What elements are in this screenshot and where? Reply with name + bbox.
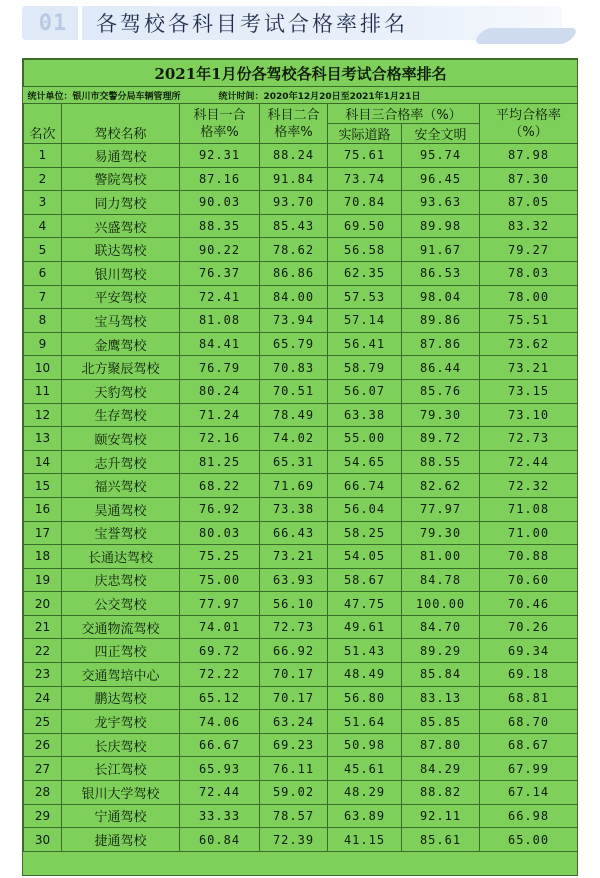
col-subject1-header: 科目一合格率%	[180, 104, 260, 144]
subject3-safety-rate-cell: 82.62	[402, 474, 480, 498]
table-row	[24, 804, 578, 828]
subject3-road-rate-cell: 63.89	[328, 804, 402, 828]
average-rate-cell: 75.51	[480, 309, 578, 333]
table-row	[24, 474, 578, 498]
subject3-road-rate-cell: 55.00	[328, 427, 402, 451]
subject3-road-rate-cell: 56.58	[328, 238, 402, 262]
subject2-rate-cell: 70.17	[260, 663, 328, 687]
subject1-rate-cell: 81.08	[180, 309, 260, 333]
rank-cell: 10	[24, 356, 62, 380]
subject3-road-rate-cell: 48.29	[328, 781, 402, 805]
subject1-rate-cell: 65.12	[180, 686, 260, 710]
rank-cell: 24	[24, 686, 62, 710]
subject3-road-rate-cell: 56.41	[328, 332, 402, 356]
rank-cell: 1	[24, 144, 62, 168]
subject2-rate-cell: 84.00	[260, 285, 328, 309]
rank-cell: 28	[24, 781, 62, 805]
subject1-rate-cell: 80.24	[180, 379, 260, 403]
subject3-road-rate-cell: 73.74	[328, 167, 402, 191]
rank-cell: 7	[24, 285, 62, 309]
subject2-rate-cell: 73.94	[260, 309, 328, 333]
rank-cell: 25	[24, 710, 62, 734]
average-rate-cell: 70.60	[480, 568, 578, 592]
subject3-safety-rate-cell: 85.76	[402, 379, 480, 403]
table-row	[24, 781, 578, 805]
subject2-rate-cell: 85.43	[260, 214, 328, 238]
subject3-road-rate-cell: 57.53	[328, 285, 402, 309]
subject3-safety-rate-cell: 83.13	[402, 686, 480, 710]
subject1-rate-cell: 77.97	[180, 592, 260, 616]
subject1-rate-cell: 60.84	[180, 828, 260, 852]
subject3-safety-rate-cell: 89.98	[402, 214, 480, 238]
subject1-rate-cell: 72.16	[180, 427, 260, 451]
subject3-road-rate-cell: 54.05	[328, 545, 402, 569]
table-row	[24, 521, 578, 545]
subject3-road-rate-cell: 51.43	[328, 639, 402, 663]
subject2-rate-cell: 66.92	[260, 639, 328, 663]
subject3-safety-rate-cell: 79.30	[402, 403, 480, 427]
subject2-rate-cell: 70.83	[260, 356, 328, 380]
stat-time: 统计时间：2020年12月20日至2021年1月21日	[218, 91, 421, 102]
subject1-rate-cell: 72.22	[180, 663, 260, 687]
average-rate-cell: 70.46	[480, 592, 578, 616]
table-row	[24, 663, 578, 687]
subject2-rate-cell: 70.17	[260, 686, 328, 710]
subject3-road-rate-cell: 62.35	[328, 261, 402, 285]
rank-cell: 19	[24, 568, 62, 592]
table-row	[24, 332, 578, 356]
school-name-cell: 龙宇驾校	[62, 710, 180, 734]
subject3-safety-rate-cell: 93.63	[402, 191, 480, 215]
school-name-cell: 天豹驾校	[62, 379, 180, 403]
table-row	[24, 261, 578, 285]
subject3-safety-rate-cell: 96.45	[402, 167, 480, 191]
subject3-road-rate-cell: 58.25	[328, 521, 402, 545]
subject1-rate-cell: 71.24	[180, 403, 260, 427]
subject1-rate-cell: 81.25	[180, 450, 260, 474]
subject3-safety-rate-cell: 98.04	[402, 285, 480, 309]
subject1-rate-cell: 76.79	[180, 356, 260, 380]
table-row	[24, 238, 578, 262]
col-school-header: 驾校名称	[62, 104, 180, 144]
school-name-cell: 宝誉驾校	[62, 521, 180, 545]
subject3-road-rate-cell: 41.15	[328, 828, 402, 852]
school-name-cell: 平安驾校	[62, 285, 180, 309]
rank-cell: 20	[24, 592, 62, 616]
school-name-cell: 银川驾校	[62, 261, 180, 285]
school-name-cell: 福兴驾校	[62, 474, 180, 498]
table-meta	[24, 87, 578, 104]
average-rate-cell: 67.14	[480, 781, 578, 805]
table-row	[24, 757, 578, 781]
subject3-road-rate-cell: 56.07	[328, 379, 402, 403]
subject3-safety-rate-cell: 84.70	[402, 615, 480, 639]
subject3-safety-rate-cell: 92.11	[402, 804, 480, 828]
table-row	[24, 450, 578, 474]
average-rate-cell: 66.98	[480, 804, 578, 828]
subject1-rate-cell: 33.33	[180, 804, 260, 828]
school-name-cell: 四正驾校	[62, 639, 180, 663]
subject3-safety-rate-cell: 86.44	[402, 356, 480, 380]
subject2-rate-cell: 73.21	[260, 545, 328, 569]
rank-cell: 27	[24, 757, 62, 781]
subject2-rate-cell: 88.24	[260, 144, 328, 168]
subject3-road-rate-cell: 47.75	[328, 592, 402, 616]
average-rate-cell: 68.67	[480, 733, 578, 757]
subject2-rate-cell: 65.79	[260, 332, 328, 356]
rank-cell: 29	[24, 804, 62, 828]
rank-cell: 5	[24, 238, 62, 262]
school-name-cell: 同力驾校	[62, 191, 180, 215]
table-row	[24, 710, 578, 734]
rank-cell: 9	[24, 332, 62, 356]
subject2-rate-cell: 71.69	[260, 474, 328, 498]
subject3-safety-rate-cell: 77.97	[402, 497, 480, 521]
subject3-safety-rate-cell: 79.30	[402, 521, 480, 545]
table-title: 2021年1月份各驾校各科目考试合格率排名	[24, 60, 578, 87]
subject2-rate-cell: 56.10	[260, 592, 328, 616]
subject1-rate-cell: 84.41	[180, 332, 260, 356]
subject1-rate-cell: 75.00	[180, 568, 260, 592]
rank-cell: 23	[24, 663, 62, 687]
subject3-safety-rate-cell: 86.53	[402, 261, 480, 285]
subject3-road-rate-cell: 54.65	[328, 450, 402, 474]
subject3-safety-rate-cell: 85.61	[402, 828, 480, 852]
subject1-rate-cell: 69.72	[180, 639, 260, 663]
average-rate-cell: 87.05	[480, 191, 578, 215]
rank-cell: 4	[24, 214, 62, 238]
subject2-rate-cell: 73.38	[260, 497, 328, 521]
subject3-safety-rate-cell: 87.86	[402, 332, 480, 356]
subject1-rate-cell: 75.25	[180, 545, 260, 569]
table-row	[24, 733, 578, 757]
subject3-safety-rate-cell: 87.80	[402, 733, 480, 757]
col-average-header: 平均合格率（%）	[480, 104, 578, 144]
table-body	[24, 144, 578, 852]
average-rate-cell: 70.88	[480, 545, 578, 569]
rank-cell: 30	[24, 828, 62, 852]
section-number: 01	[38, 10, 68, 36]
table-row	[24, 497, 578, 521]
subject3-road-rate-cell: 58.79	[328, 356, 402, 380]
table-row	[24, 615, 578, 639]
table-row	[24, 828, 578, 852]
table-row	[24, 545, 578, 569]
rank-cell: 18	[24, 545, 62, 569]
table-row	[24, 686, 578, 710]
rank-cell: 13	[24, 427, 62, 451]
rank-cell: 11	[24, 379, 62, 403]
subject2-rate-cell: 93.70	[260, 191, 328, 215]
table-row	[24, 309, 578, 333]
subject3-road-rate-cell: 45.61	[328, 757, 402, 781]
rank-cell: 3	[24, 191, 62, 215]
col-subject3-safety-header: 安全文明	[402, 124, 480, 144]
average-rate-cell: 78.00	[480, 285, 578, 309]
school-name-cell: 长庆驾校	[62, 733, 180, 757]
subject2-rate-cell: 74.02	[260, 427, 328, 451]
average-rate-cell: 69.18	[480, 663, 578, 687]
school-name-cell: 庆忠驾校	[62, 568, 180, 592]
average-rate-cell: 72.32	[480, 474, 578, 498]
average-rate-cell: 79.27	[480, 238, 578, 262]
school-name-cell: 鹏达驾校	[62, 686, 180, 710]
rank-cell: 8	[24, 309, 62, 333]
subject3-road-rate-cell: 50.98	[328, 733, 402, 757]
subject3-safety-rate-cell: 88.82	[402, 781, 480, 805]
stat-unit: 统计单位：银川市交警分局车辆管理所	[27, 91, 181, 102]
average-rate-cell: 73.10	[480, 403, 578, 427]
subject3-safety-rate-cell: 85.85	[402, 710, 480, 734]
col-subject2-header: 科目二合格率%	[260, 104, 328, 144]
table-row	[24, 214, 578, 238]
school-name-cell: 警院驾校	[62, 167, 180, 191]
subject1-rate-cell: 66.67	[180, 733, 260, 757]
average-rate-cell: 65.00	[480, 828, 578, 852]
average-rate-cell: 78.03	[480, 261, 578, 285]
subject3-safety-rate-cell: 95.74	[402, 144, 480, 168]
rank-cell: 14	[24, 450, 62, 474]
subject3-road-rate-cell: 56.80	[328, 686, 402, 710]
subject3-road-rate-cell: 66.74	[328, 474, 402, 498]
average-rate-cell: 87.98	[480, 144, 578, 168]
subject2-rate-cell: 78.49	[260, 403, 328, 427]
school-name-cell: 北方聚辰驾校	[62, 356, 180, 380]
subject1-rate-cell: 72.44	[180, 781, 260, 805]
subject1-rate-cell: 92.31	[180, 144, 260, 168]
average-rate-cell: 73.21	[480, 356, 578, 380]
subject3-road-rate-cell: 69.50	[328, 214, 402, 238]
ranking-table	[23, 59, 578, 852]
table-row	[24, 356, 578, 380]
average-rate-cell: 71.00	[480, 521, 578, 545]
subject3-road-rate-cell: 75.61	[328, 144, 402, 168]
school-name-cell: 公交驾校	[62, 592, 180, 616]
subject2-rate-cell: 63.93	[260, 568, 328, 592]
rank-cell: 22	[24, 639, 62, 663]
average-rate-cell: 72.44	[480, 450, 578, 474]
school-name-cell: 昊通驾校	[62, 497, 180, 521]
subject1-rate-cell: 72.41	[180, 285, 260, 309]
subject3-road-rate-cell: 57.14	[328, 309, 402, 333]
subject3-safety-rate-cell: 100.00	[402, 592, 480, 616]
rank-cell: 2	[24, 167, 62, 191]
subject2-rate-cell: 76.11	[260, 757, 328, 781]
subject3-road-rate-cell: 49.61	[328, 615, 402, 639]
subject1-rate-cell: 88.35	[180, 214, 260, 238]
subject1-rate-cell: 76.92	[180, 497, 260, 521]
subject3-road-rate-cell: 48.49	[328, 663, 402, 687]
average-rate-cell: 68.70	[480, 710, 578, 734]
school-name-cell: 宝马驾校	[62, 309, 180, 333]
subject3-safety-rate-cell: 89.72	[402, 427, 480, 451]
col-subject3-header: 科目三合格率（%）	[328, 104, 480, 124]
school-name-cell: 捷通驾校	[62, 828, 180, 852]
average-rate-cell: 87.30	[480, 167, 578, 191]
average-rate-cell: 68.81	[480, 686, 578, 710]
subject2-rate-cell: 69.23	[260, 733, 328, 757]
subject3-safety-rate-cell: 89.86	[402, 309, 480, 333]
table-row	[24, 144, 578, 168]
average-rate-cell: 67.99	[480, 757, 578, 781]
school-name-cell: 易通驾校	[62, 144, 180, 168]
subject3-road-rate-cell: 70.84	[328, 191, 402, 215]
subject1-rate-cell: 76.37	[180, 261, 260, 285]
table-row	[24, 379, 578, 403]
school-name-cell: 生存驾校	[62, 403, 180, 427]
rank-cell: 6	[24, 261, 62, 285]
subject2-rate-cell: 70.51	[260, 379, 328, 403]
table-row	[24, 285, 578, 309]
subject1-rate-cell: 90.22	[180, 238, 260, 262]
subject1-rate-cell: 87.16	[180, 167, 260, 191]
average-rate-cell: 73.62	[480, 332, 578, 356]
col-subject3-road-header: 实际道路	[328, 124, 402, 144]
average-rate-cell: 70.26	[480, 615, 578, 639]
average-rate-cell: 83.32	[480, 214, 578, 238]
col-rank-header: 名次	[24, 104, 62, 144]
subject3-safety-rate-cell: 85.84	[402, 663, 480, 687]
school-name-cell: 兴盛驾校	[62, 214, 180, 238]
subject2-rate-cell: 63.24	[260, 710, 328, 734]
school-name-cell: 交通驾培中心	[62, 663, 180, 687]
subject1-rate-cell: 74.01	[180, 615, 260, 639]
school-name-cell: 银川大学驾校	[62, 781, 180, 805]
subject1-rate-cell: 65.93	[180, 757, 260, 781]
rank-cell: 16	[24, 497, 62, 521]
school-name-cell: 颐安驾校	[62, 427, 180, 451]
table-row	[24, 191, 578, 215]
average-rate-cell: 69.34	[480, 639, 578, 663]
rank-cell: 21	[24, 615, 62, 639]
school-name-cell: 联达驾校	[62, 238, 180, 262]
subject3-road-rate-cell: 63.38	[328, 403, 402, 427]
subject3-road-rate-cell: 58.67	[328, 568, 402, 592]
subject3-safety-rate-cell: 84.78	[402, 568, 480, 592]
school-name-cell: 交通物流驾校	[62, 615, 180, 639]
subject2-rate-cell: 91.84	[260, 167, 328, 191]
rank-cell: 12	[24, 403, 62, 427]
section-title: 各驾校各科目考试合格率排名	[96, 12, 408, 36]
school-name-cell: 宁通驾校	[62, 804, 180, 828]
subject3-safety-rate-cell: 81.00	[402, 545, 480, 569]
table-row	[24, 167, 578, 191]
table-row	[24, 592, 578, 616]
decorative-tab	[472, 28, 579, 44]
section-divider	[78, 6, 82, 40]
subject2-rate-cell: 78.62	[260, 238, 328, 262]
subject3-road-rate-cell: 56.04	[328, 497, 402, 521]
school-name-cell: 志升驾校	[62, 450, 180, 474]
subject2-rate-cell: 72.39	[260, 828, 328, 852]
subject1-rate-cell: 80.03	[180, 521, 260, 545]
subject2-rate-cell: 72.73	[260, 615, 328, 639]
subject1-rate-cell: 74.06	[180, 710, 260, 734]
subject2-rate-cell: 86.86	[260, 261, 328, 285]
ranking-sheet	[22, 58, 578, 876]
table-row	[24, 639, 578, 663]
rank-cell: 17	[24, 521, 62, 545]
table-row	[24, 427, 578, 451]
school-name-cell: 长通达驾校	[62, 545, 180, 569]
subject3-safety-rate-cell: 84.29	[402, 757, 480, 781]
subject3-road-rate-cell: 51.64	[328, 710, 402, 734]
subject2-rate-cell: 78.57	[260, 804, 328, 828]
rank-cell: 15	[24, 474, 62, 498]
rank-cell: 26	[24, 733, 62, 757]
subject1-rate-cell: 90.03	[180, 191, 260, 215]
subject3-safety-rate-cell: 91.67	[402, 238, 480, 262]
subject3-safety-rate-cell: 88.55	[402, 450, 480, 474]
subject1-rate-cell: 68.22	[180, 474, 260, 498]
table-row	[24, 568, 578, 592]
subject3-safety-rate-cell: 89.29	[402, 639, 480, 663]
subject2-rate-cell: 59.02	[260, 781, 328, 805]
average-rate-cell: 71.08	[480, 497, 578, 521]
school-name-cell: 长江驾校	[62, 757, 180, 781]
average-rate-cell: 73.15	[480, 379, 578, 403]
subject2-rate-cell: 65.31	[260, 450, 328, 474]
school-name-cell: 金鹰驾校	[62, 332, 180, 356]
average-rate-cell: 72.73	[480, 427, 578, 451]
table-row	[24, 403, 578, 427]
subject2-rate-cell: 66.43	[260, 521, 328, 545]
